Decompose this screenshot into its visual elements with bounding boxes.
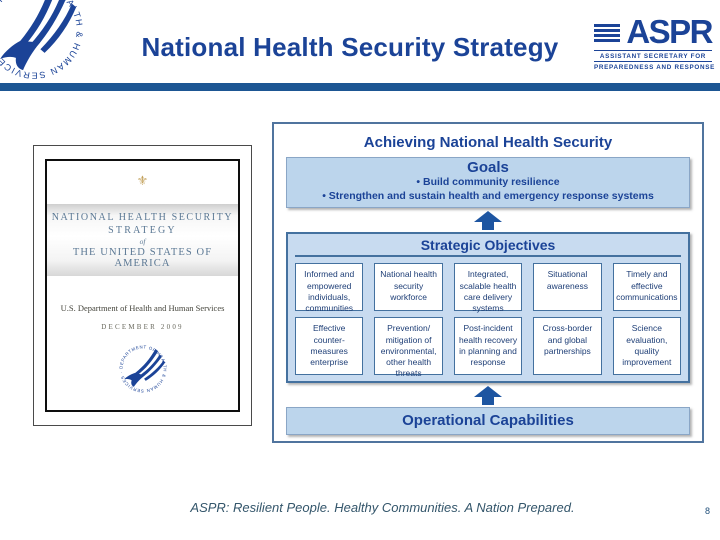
report-cover-page	[45, 159, 240, 412]
goals-bullet: • Build community resilience	[416, 176, 560, 188]
header-divider-bar	[0, 83, 720, 91]
cover-title-band	[47, 204, 238, 276]
cover-date: DECEMBER 2009	[101, 323, 184, 331]
strategic-objectives-box	[286, 232, 690, 383]
nhs-diagram	[272, 122, 704, 443]
cover-title-of: of	[139, 237, 146, 246]
objective-cell: National health security workforce	[374, 263, 442, 311]
goals-heading: Goals	[467, 159, 509, 176]
report-cover-image	[33, 145, 252, 426]
aspr-subtitle-line2: PREPAREDNESS AND RESPONSE	[594, 64, 716, 71]
operational-capabilities-box: Operational Capabilities	[286, 407, 690, 435]
aspr-logo	[594, 12, 716, 71]
objective-cell: Situational awareness	[533, 263, 601, 311]
goals-box	[286, 157, 690, 208]
objective-cell: Timely and effective communications	[613, 263, 681, 311]
page-title: National Health Security Strategy	[141, 32, 559, 62]
objective-cell: Cross-border and global partnerships	[533, 317, 601, 375]
page-number: 8	[704, 506, 710, 516]
hhs-logo-icon	[0, 0, 100, 96]
cover-title-line1: NATIONAL HEALTH SECURITY	[51, 212, 234, 223]
cover-title-line3: THE UNITED STATES OF AMERICA	[72, 247, 213, 269]
cover-title-line2: STRATEGY	[108, 225, 177, 236]
up-arrow-icon	[474, 211, 502, 230]
aspr-stripes-icon	[594, 22, 620, 42]
objective-cell: Prevention/ mitigation of environmental, other health threats	[374, 317, 442, 375]
objective-cell: Science evaluation, quality improvement	[613, 317, 681, 375]
objective-cell: Effective counter-measures enterprise	[295, 317, 363, 375]
goals-bullet: • Strengthen and sustain health and emergency response systems	[322, 189, 654, 202]
aspr-subtitle-line1: ASSISTANT SECRETARY FOR	[594, 50, 712, 62]
hhs-seal-icon	[116, 342, 170, 396]
up-arrow-icon	[474, 386, 502, 405]
objective-cell: Post-incident health recovery in planning and response	[454, 317, 522, 375]
footer-tagline: ASPR: Resilient People. Healthy Communities. A Nation Prepared.	[190, 500, 575, 515]
cover-department-line: U.S. Department of Health and Human Services	[60, 303, 225, 313]
aspr-wordmark: ASPR	[626, 12, 712, 50]
objective-cell: Integrated, scalable health care delivery systems	[454, 263, 522, 311]
gold-fleur-icon: ⚜	[136, 173, 149, 188]
strategic-objectives-heading: Strategic Objectives	[295, 234, 681, 257]
diagram-title: Achieving National Health Security	[363, 134, 613, 151]
objective-cell: Informed and empowered individuals, communities	[295, 263, 363, 311]
